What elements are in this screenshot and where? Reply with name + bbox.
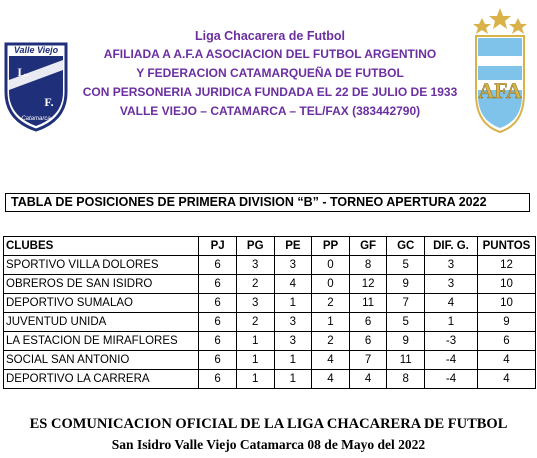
cell-club: SPORTIVO VILLA DOLORES [4, 256, 199, 275]
cell-gf: 4 [349, 370, 387, 389]
cell-pg: 2 [236, 313, 274, 332]
cell-club: SOCIAL SAN ANTONIO [4, 351, 199, 370]
cell-puntos: 4 [477, 370, 535, 389]
logo-letter-l: L. [17, 65, 29, 79]
column-header-pe: PE [274, 237, 312, 256]
table-row [4, 313, 536, 332]
cell-pp: 1 [312, 313, 350, 332]
cell-pg: 1 [236, 370, 274, 389]
cell-pj: 6 [199, 294, 237, 313]
cell-pj: 6 [199, 370, 237, 389]
cell-puntos: 10 [477, 294, 535, 313]
cell-gc: 5 [387, 256, 425, 275]
cell-dif: 3 [425, 275, 478, 294]
cell-puntos: 9 [477, 313, 535, 332]
cell-pj: 6 [199, 275, 237, 294]
cell-pp: 2 [312, 294, 350, 313]
cell-gf: 12 [349, 275, 387, 294]
cell-pp: 0 [312, 256, 350, 275]
cell-pg: 2 [236, 275, 274, 294]
logo-letter-ch: Ch. [28, 82, 46, 94]
table-row [4, 294, 536, 313]
cell-gc: 7 [387, 294, 425, 313]
cell-pe: 4 [274, 275, 312, 294]
star-icon [489, 8, 511, 29]
afa-logo [470, 6, 530, 134]
cell-pj: 6 [199, 351, 237, 370]
cell-dif: 1 [425, 313, 478, 332]
cell-pj: 6 [199, 256, 237, 275]
cell-club: LA ESTACION DE MIRAFLORES [4, 332, 199, 351]
cell-pp: 0 [312, 275, 350, 294]
cell-pe: 1 [274, 351, 312, 370]
header-line-3: Y FEDERACION CATAMARQUEÑA DE FUTBOL [136, 66, 404, 80]
cell-dif: 4 [425, 294, 478, 313]
cell-pg: 1 [236, 351, 274, 370]
cell-pe: 1 [274, 370, 312, 389]
header-line-1: Liga Chacarera de Futbol [194, 29, 346, 43]
cell-pp: 2 [312, 332, 350, 351]
table-row [4, 370, 536, 389]
liga-chacarera-logo [3, 40, 69, 132]
cell-gc: 9 [387, 275, 425, 294]
cell-pg: 3 [236, 256, 274, 275]
column-header-pj: PJ [199, 237, 237, 256]
footer-place-date: San Isidro Valle Viejo Catamarca 08 de Mayo del 2022 [111, 437, 426, 452]
header-line-2: AFILIADA A A.F.A ASOCIACION DEL FUTBOL ARGENTINO [103, 47, 437, 61]
cell-club: DEPORTIVO LA CARRERA [4, 370, 199, 389]
cell-gc: 8 [387, 370, 425, 389]
cell-gf: 8 [349, 256, 387, 275]
cell-gf: 6 [349, 313, 387, 332]
header-line-4: CON PERSONERIA JURIDICA FUNDADA EL 22 DE JULIO DE 1933 [82, 85, 458, 99]
cell-gc: 9 [387, 332, 425, 351]
column-header-dif: DIF. G. [425, 237, 478, 256]
logo-bottom-text: Catamarca [21, 116, 51, 122]
column-header-puntos: PUNTOS [477, 237, 535, 256]
cell-pe: 3 [274, 313, 312, 332]
star-icon [473, 18, 491, 34]
cell-pp: 4 [312, 351, 350, 370]
header-line-5: VALLE VIEJO – CATAMARCA – TEL/FAX (383442790) [119, 104, 421, 118]
cell-gf: 7 [349, 351, 387, 370]
table-row [4, 351, 536, 370]
cell-gc: 11 [387, 351, 425, 370]
cell-pe: 3 [274, 332, 312, 351]
table-row [4, 275, 536, 294]
table-row [4, 256, 536, 275]
table-header-row [4, 237, 536, 256]
logo-letter-f: F. [44, 95, 54, 109]
cell-dif: -4 [425, 370, 478, 389]
column-header-pp: PP [312, 237, 350, 256]
column-header-clubes: CLUBES [4, 237, 199, 256]
standings-table [3, 236, 536, 389]
cell-club: OBREROS DE SAN ISIDRO [4, 275, 199, 294]
cell-pg: 3 [236, 294, 274, 313]
cell-pj: 6 [199, 313, 237, 332]
cell-gc: 5 [387, 313, 425, 332]
standings-body [4, 256, 536, 389]
cell-pg: 1 [236, 332, 274, 351]
cell-puntos: 10 [477, 275, 535, 294]
cell-dif: -3 [425, 332, 478, 351]
cell-pj: 6 [199, 332, 237, 351]
cell-club: JUVENTUD UNIDA [4, 313, 199, 332]
footer-official-notice: ES COMUNICACION OFICIAL DE LA LIGA CHACARERA DE FUTBOL [29, 416, 508, 432]
table-row [4, 332, 536, 351]
table-title: TABLA DE POSICIONES DE PRIMERA DIVISION “B” - TORNEO APERTURA 2022 [5, 193, 530, 212]
logo-top-text: Valle Viejo [13, 45, 59, 55]
column-header-gf: GF [349, 237, 387, 256]
cell-pe: 1 [274, 294, 312, 313]
league-header [70, 28, 470, 121]
column-header-gc: GC [387, 237, 425, 256]
cell-puntos: 12 [477, 256, 535, 275]
cell-gf: 11 [349, 294, 387, 313]
cell-club: DEPORTIVO SUMALAO [4, 294, 199, 313]
cell-pe: 3 [274, 256, 312, 275]
star-icon [509, 18, 527, 34]
afa-letters: AFA [478, 78, 522, 103]
cell-gf: 6 [349, 332, 387, 351]
cell-dif: 3 [425, 256, 478, 275]
column-header-pg: PG [236, 237, 274, 256]
cell-puntos: 6 [477, 332, 535, 351]
cell-pp: 4 [312, 370, 350, 389]
cell-puntos: 4 [477, 351, 535, 370]
cell-dif: -4 [425, 351, 478, 370]
